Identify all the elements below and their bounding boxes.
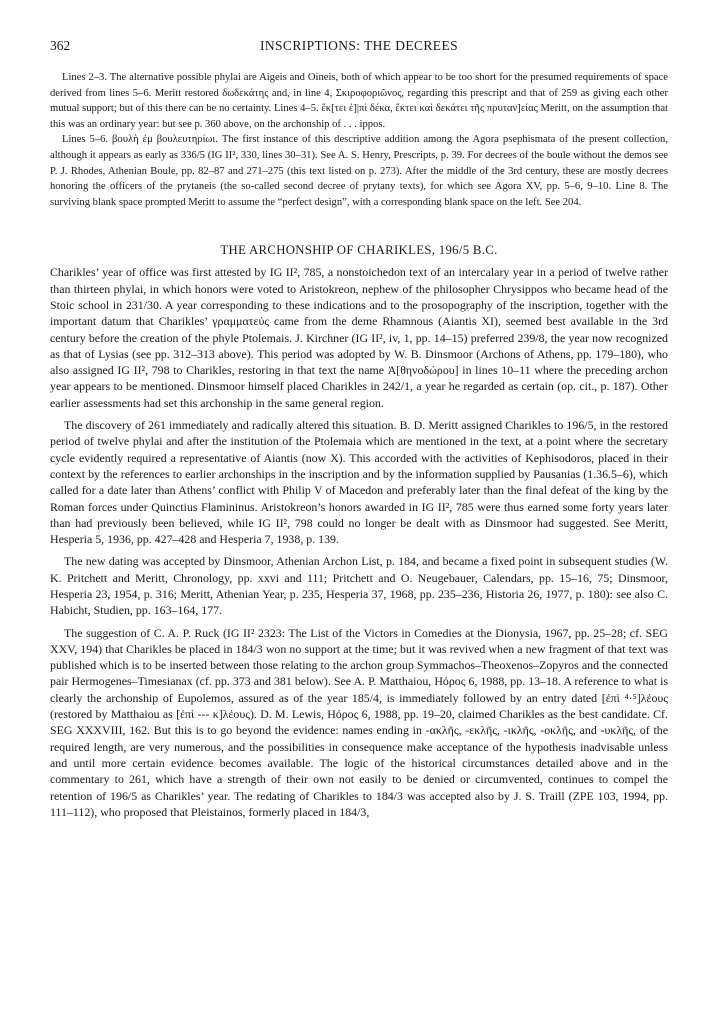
section-title: THE ARCHONSHIP OF CHARIKLES, 196/5 B.C. <box>220 243 498 258</box>
body-paragraph: The suggestion of C. A. P. Ruck (IG II² 2323: The List of the Victors in Comedies at the Dionysia, 1967, pp. 25–28; cf. SEG XXV, 194) that Charikles be placed in 184/3 won no support at the time; but it was revived when a new fragment of that text was published which is to be inserted between those relating to the archon group Symmachos–Theoxenos–Zopyros and the connected pair Hermogenes–Timesianax (cf. pp. 373 and 381 below). See A. P. Matthaiou, Ηόρος 6, 1988, pp. 13–18. A reference to what is clearly the archonship of Eupolemos, assured as of the year 185/4, is immediately followed by an entry dated [ἐπὶ ⁴·⁵]λέους (restored by Matthaiou as [ἐπὶ --- κ]λέους). D. M. Lewis, Ηόρος 6, 1988, pp. 19–20, claimed Charikles as the best candidate. Cf. SEG XXXVIII, 162. But this is to go beyond the evidence: names ending in -ακλῆς, -εκλῆς, -ικλῆς, -οκλῆς, and -υκλῆς, of the required length, are very numerous, and the possibilities in consequence make acceptance of the hypothesis inadvisable unless and until more certain evidence becomes available. The logic of the historical circumstances detailed above and in the commentary to 261, which have a strength of their own not easily to be denied or circumvented, continues to compel the retention of 196/5 as Charikles’ year. The redating of Charikles to 184/3 was accepted also by J. S. Traill (ZPE 103, 1994, pp. 111–112), who proposed that Pleistainos, formerly placed in 184/3, <box>50 625 668 819</box>
commentary-notes <box>50 70 668 210</box>
page-header <box>50 38 668 54</box>
page-number: 362 <box>50 38 71 53</box>
note-paragraph-lines-2-5: Lines 2–3. The alternative possible phylai are Aigeis and Oineis, both of which appear to be too short for the presumed requirements of space derived from lines 5–6. Meritt restored δωδεκάτης and, in line 4, Σκιροφοριῶνος, regarding this prescript and that of 259 as giving each other mutual support; but of this there can be no certainty. Lines 4–5. ἕκ[τει ἐ]|πὶ δέκα, ἕκτει καὶ δεκάτει τῆς πρυταν]είας Meritt, on the assumption that this was an ordinary year: but see p. 360 above, on the archonship of . . . ippos. <box>50 72 668 130</box>
page <box>50 38 668 820</box>
note-paragraph-lines-5-6: Lines 5–6. βουλὴ ἐμ βουλευτηρίωι. The first instance of this descriptive addition among the Agora psephismata of the present collection, although it appears as early as 336/5 (IG II², 330, lines 30–31). See A. S. Henry, Prescripts, p. 39. For decrees of the boule without the demos see P. J. Rhodes, Athenian Boule, pp. 82–87 and 271–275 (this text listed on p. 273). After the middle of the 3rd century, these are mostly decrees honoring the officers of the prytaneis (the so-called second decree of prytany texts), for which see Agora XV, pp. 5–6, 9–10. Line 8. The surviving blank space prompted Meritt to assume the “perfect design”, with a corresponding blank space on the left. See 204. <box>50 134 668 208</box>
body-paragraph: The new dating was accepted by Dinsmoor, Athenian Archon List, p. 184, and became a fixed point in subsequent studies (W. K. Pritchett and Meritt, Chronology, pp. xxvi and 111; Pritchett and O. Neugebauer, Calendars, pp. 15–16, 75; Dinsmoor, Hesperia 23, 1954, p. 316; Meritt, Athenian Year, p. 235, Hesperia 37, 1968, pp. 235–236, Historia 26, 1977, p. 180): see also C. Habicht, Studien, pp. 163–164, 177. <box>50 554 668 618</box>
body-paragraph: The discovery of 261 immediately and radically altered this situation. B. D. Meritt assigned Charikles to 196/5, in the restored period of twelve phylai and after the institution of the Ptolemaia which are mentioned in the text, at a point where the secretary cycle evidently required a representative of Aiantis (now X). This accorded with the activities of Kephisodoros, placed in their context by the references to earlier archonships in the inscription and by the information supplied by Pausanias (1.36.5–6), which called for a date later than Athens’ conflict with Philip V of Macedon and preferably later than the final defeat of the king by the Roman forces under Quinctius Flamininus. Aristokreon’s honors awarded in IG II², 785 were thus earned some forty years later than had previously been believed, while IG II², 798 could no longer be dealt with as Dinsmoor had suggested. See Meritt, Hesperia 5, 1936, pp. 427–428 and Hesperia 7, 1938, p. 139. <box>50 418 668 547</box>
running-title: INSCRIPTIONS: THE DECREES <box>259 38 459 53</box>
section-body <box>50 264 668 820</box>
body-paragraph: Charikles’ year of office was first attested by IG II², 785, a nonstoichedon text of an intercalary year in a period of twelve rather than thirteen phylai, in which honors were voted to Aristokreon, nephew of the philosopher Chrysippos who became head of the Stoic school in 231/30. A year corresponding to these indications and to the prosopography of the inscription, together with the important datum that Charikles’ γραμματεύς came from the deme Rhamnous (Aiantis XI), seemed best available in the 3rd century before the creation of the phyle Ptolemais. J. Kirchner (IG II², iv, 1, pp. 14–15) preferred 239/8, the year now recognized as that of Lysias (see pp. 312–313 above). This period was adopted by W. B. Dinsmoor (Archons of Athens, pp. 179–180), who also assigned IG II², 798 to Charikles, restoring in that text the name Ἀ[θηνοδώρου] in lines 10–11 where the preceding archon year appears to be mentioned. Dinsmoor himself placed Charikles in 242/1, a year he regarded as certain (op. cit., p. 187). Other earlier assessments had set this archonship in the same general region. <box>50 265 668 410</box>
